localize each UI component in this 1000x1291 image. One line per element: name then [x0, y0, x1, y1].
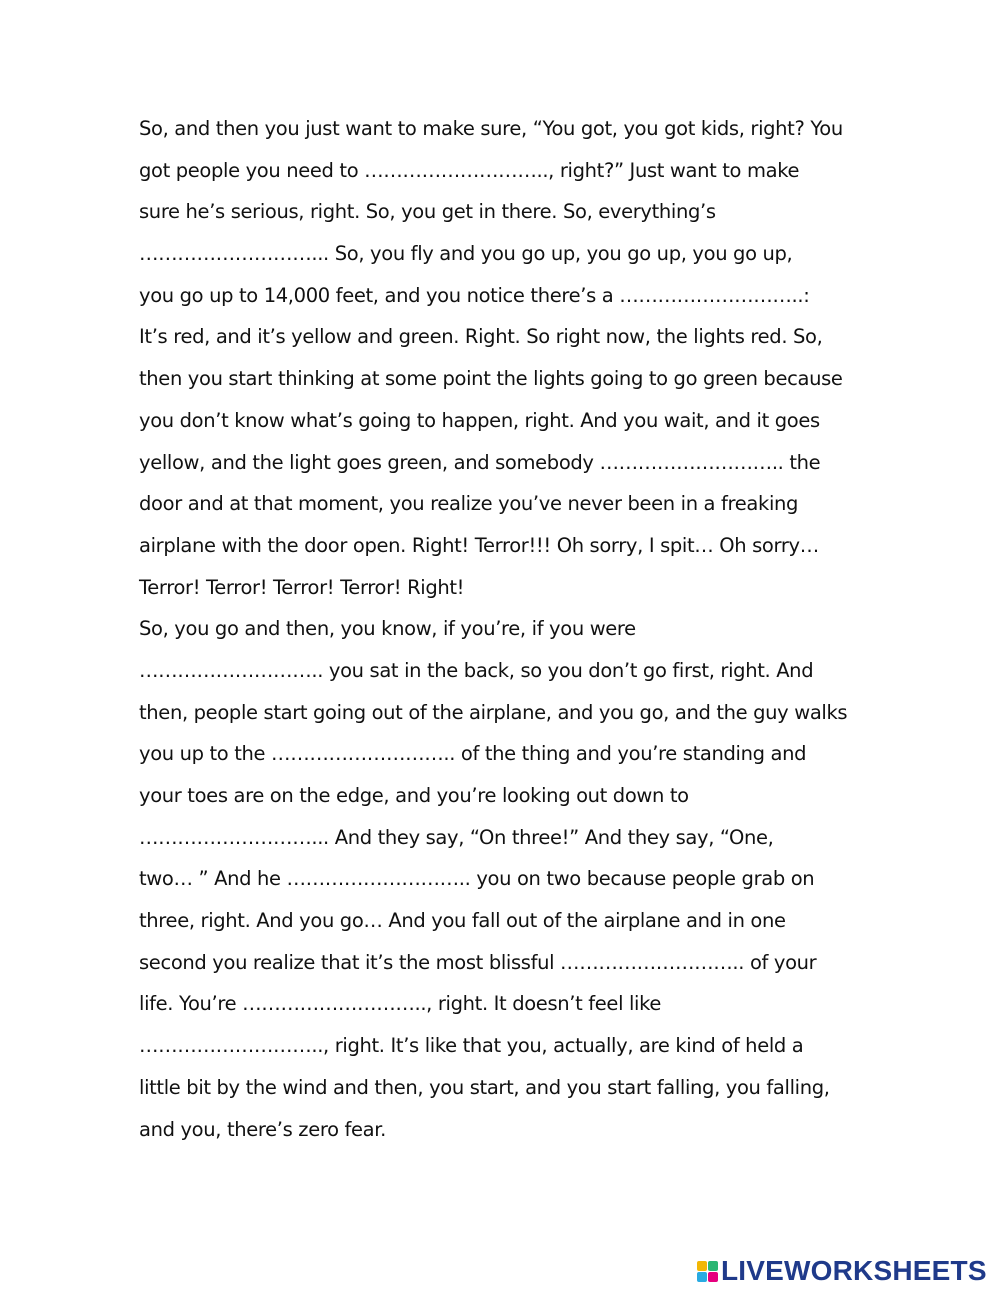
text-line: you up to the ……………………….. of the thing and you’re standing and [139, 742, 807, 766]
text-line: So, and then you just want to make sure, “You got, you got kids, right? You [139, 117, 843, 140]
text-line: sure he’s serious, right. So, you get in there. So, everything’s [139, 200, 716, 224]
text-line: and you, there’s zero fear. [139, 1117, 386, 1141]
logo-square [708, 1261, 718, 1271]
worksheet-text [139, 108, 869, 1150]
liveworksheets-logo[interactable] [697, 1255, 987, 1287]
text-line: door and at that moment, you realize you’ve never been in a freaking [139, 492, 799, 516]
liveworksheets-logo-icon [697, 1261, 718, 1282]
logo-text: LIVEWORKSHEETS [721, 1255, 987, 1286]
text-line: Terror! Terror! Terror! Terror! Right! [139, 575, 465, 599]
text-line: then you start thinking at some point the lights going to go green because [139, 367, 843, 391]
text-line: your toes are on the edge, and you’re looking out down to [139, 784, 689, 807]
text-line: yellow, and the light goes green, and somebody ……………………….. the [139, 450, 821, 474]
text-line: ………………………... So, you fly and you go up, you go up, you go up, [139, 242, 793, 266]
text-line: ……………………….., right. It’s like that you, actually, are kind of held a [139, 1034, 804, 1058]
text-line: ……………………….. you sat in the back, so you don’t go first, right. And [139, 658, 814, 682]
text-line: three, right. And you go… And you fall out of the airplane and in one [139, 909, 786, 933]
text-line: you don’t know what’s going to happen, right. And you wait, and it goes [139, 408, 820, 432]
text-line: life. You’re ……………………….., right. It doesn’t feel like [139, 992, 662, 1016]
logo-square [697, 1261, 707, 1271]
text-line: second you realize that it’s the most blissful ……………………….. of your [139, 950, 817, 974]
logo-square [708, 1272, 718, 1282]
text-line: little bit by the wind and then, you start, and you start falling, you falling, [139, 1075, 830, 1099]
logo-square [697, 1272, 707, 1282]
text-line: two… ” And he ……………………….. you on two because people grab on [139, 867, 815, 891]
text-line: ………………………... And they say, “On three!” And they say, “One, [139, 825, 774, 849]
text-line: you go up to 14,000 feet, and you notice there’s a ………………………..: [139, 283, 810, 307]
text-line: got people you need to ……………………….., right?” Just want to make [139, 158, 800, 182]
text-line: airplane with the door open. Right! Terror!!! Oh sorry, I spit… Oh sorry… [139, 533, 819, 557]
text-line: It’s red, and it’s yellow and green. Right. So right now, the lights red. So, [139, 325, 823, 349]
text-line: So, you go and then, you know, if you’re, if you were [139, 617, 636, 641]
text-line: then, people start going out of the airplane, and you go, and the guy walks [139, 700, 848, 724]
